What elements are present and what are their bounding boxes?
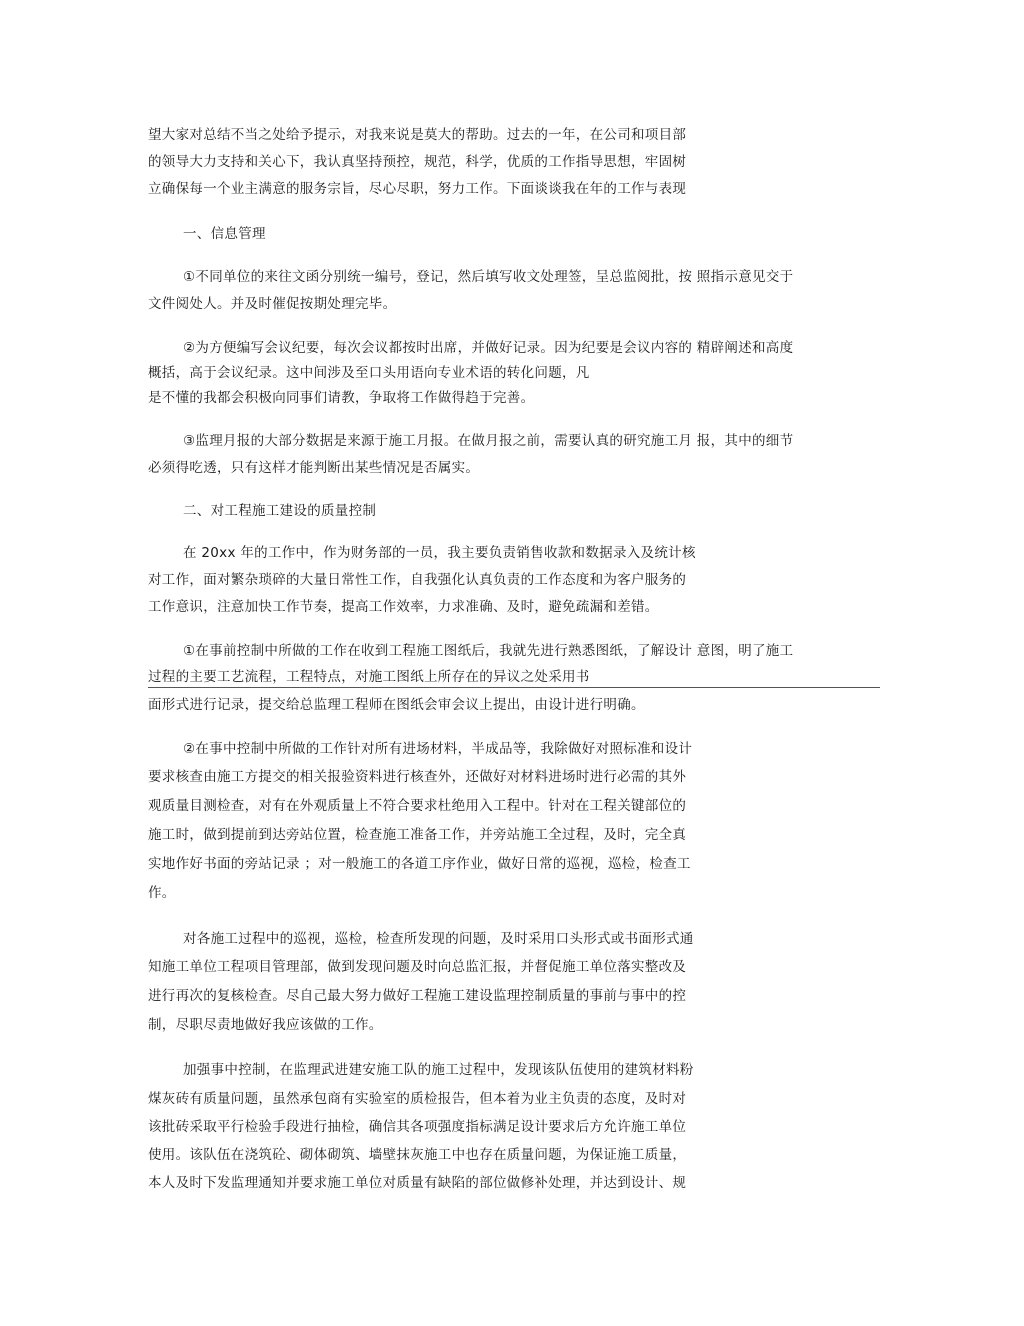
text-line: 对工作，面对繁杂琐碎的大量日常性工作，自我强化认真负责的工作态度和为客户服务的 (148, 572, 687, 588)
text-line: 工作意识，注意加快工作节奏，提高工作效率，力求准确、及时，避免疏漏和差错。 (148, 599, 659, 615)
text-line: 在 20xx 年的工作中，作为财务部的一员，我主要负责销售收款和数据录入及统计核 (183, 545, 696, 561)
section-heading: 二、对工程施工建设的质量控制 (183, 503, 377, 519)
text-line: 知施工单位工程项目管理部，做到发现问题及时向总监汇报，并督促施工单位落实整改及 (148, 959, 687, 975)
text-line: ③监理月报的大部分数据是来源于施工月报。在做月报之前，需要认真的研究施工月 报，其中的细节 (183, 433, 794, 449)
text-line: 面形式进行记录，提交给总监理工程师在图纸会审会议上提出，由设计进行明确。 (148, 697, 645, 713)
text-line: 实地作好书面的旁站记录 ；对一般施工的各道工序作业，做好日常的巡视，巡检，检查工 (148, 856, 691, 872)
text-line: 煤灰砖有质量问题，虽然承包商有实验室的质检报告，但本着为业主负责的态度，及时对 (148, 1091, 687, 1107)
text-line: 必须得吃透，只有这样才能判断出某些情况是否属实。 (148, 460, 480, 476)
text-line: 是不懂的我都会积极向同事们请教，争取将工作做得趋于完善。 (148, 390, 535, 406)
text-line: 对各施工过程中的巡视，巡检，检查所发现的问题，及时采用口头形式或书面形式通 (183, 931, 694, 947)
text-line: ①不同单位的来往文函分别统一编号，登记，然后填写收文处理签，呈总监阅批，按 照指示意见交于 (183, 269, 794, 285)
text-line: ②为方便编写会议纪要，每次会议都按时出席，并做好记录。因为纪要是会议内容的 精辟阐述和高度 (183, 340, 794, 356)
text-line: 该批砖采取平行检验手段进行抽检，确信其各项强度指标满足设计要求后方允许施工单位 (148, 1119, 687, 1135)
text-line: 制，尽职尽责地做好我应该做的工作。 (148, 1017, 383, 1033)
text-line: 本人及时下发监理通知并要求施工单位对质量有缺陷的部位做修补处理，并达到设计、规 (148, 1175, 687, 1191)
text-line: 概括，高于会议纪录。这中间涉及至口头用语向专业术语的转化问题，凡 (148, 365, 590, 381)
text-line: 施工时，做到提前到达旁站位置，检查施工准备工作，并旁站施工全过程，及时，完全真 (148, 827, 687, 843)
horizontal-rule (148, 687, 880, 688)
text-line: ②在事中控制中所做的工作针对所有进场材料，半成品等，我除做好对照标准和设计 (183, 741, 693, 757)
text-line: 的领导大力支持和关心下，我认真坚持预控，规范，科学，优质的工作指导思想，牢固树 (148, 154, 687, 170)
text-line: 加强事中控制，在监理武进建安施工队的施工过程中，发现该队伍使用的建筑材料粉 (183, 1062, 694, 1078)
section-heading: 一、信息管理 (183, 226, 266, 242)
text-line: 文件阅处人。并及时催促按期处理完毕。 (148, 296, 397, 312)
text-line: 要求核查由施工方提交的相关报验资料进行核查外，还做好对材料进场时进行必需的其外 (148, 769, 687, 785)
text-line: ①在事前控制中所做的工作在收到工程施工图纸后，我就先进行熟悉图纸，了解设计 意图，明了施工 (183, 643, 794, 659)
text-line: 使用。该队伍在浇筑砼、砌体砌筑、墙壁抹灰施工中也存在质量问题，为保证施工质量， (148, 1147, 687, 1163)
text-line: 进行再次的复核检查。尽自己最大努力做好工程施工建设监理控制质量的事前与事中的控 (148, 988, 687, 1004)
text-line: 过程的主要工艺流程，工程特点，对施工图纸上所存在的异议之处采用书 (148, 669, 590, 685)
text-line: 观质量目测检查，对有在外观质量上不符合要求杜绝用入工程中。针对在工程关键部位的 (148, 798, 687, 814)
text-line: 望大家对总结不当之处给予提示，对我来说是莫大的帮助。过去的一年，在公司和项目部 (148, 127, 687, 143)
text-line: 立确保每一个业主满意的服务宗旨，尽心尽职，努力工作。下面谈谈我在年的工作与表现 (148, 181, 687, 197)
text-line: 作。 (148, 885, 176, 901)
